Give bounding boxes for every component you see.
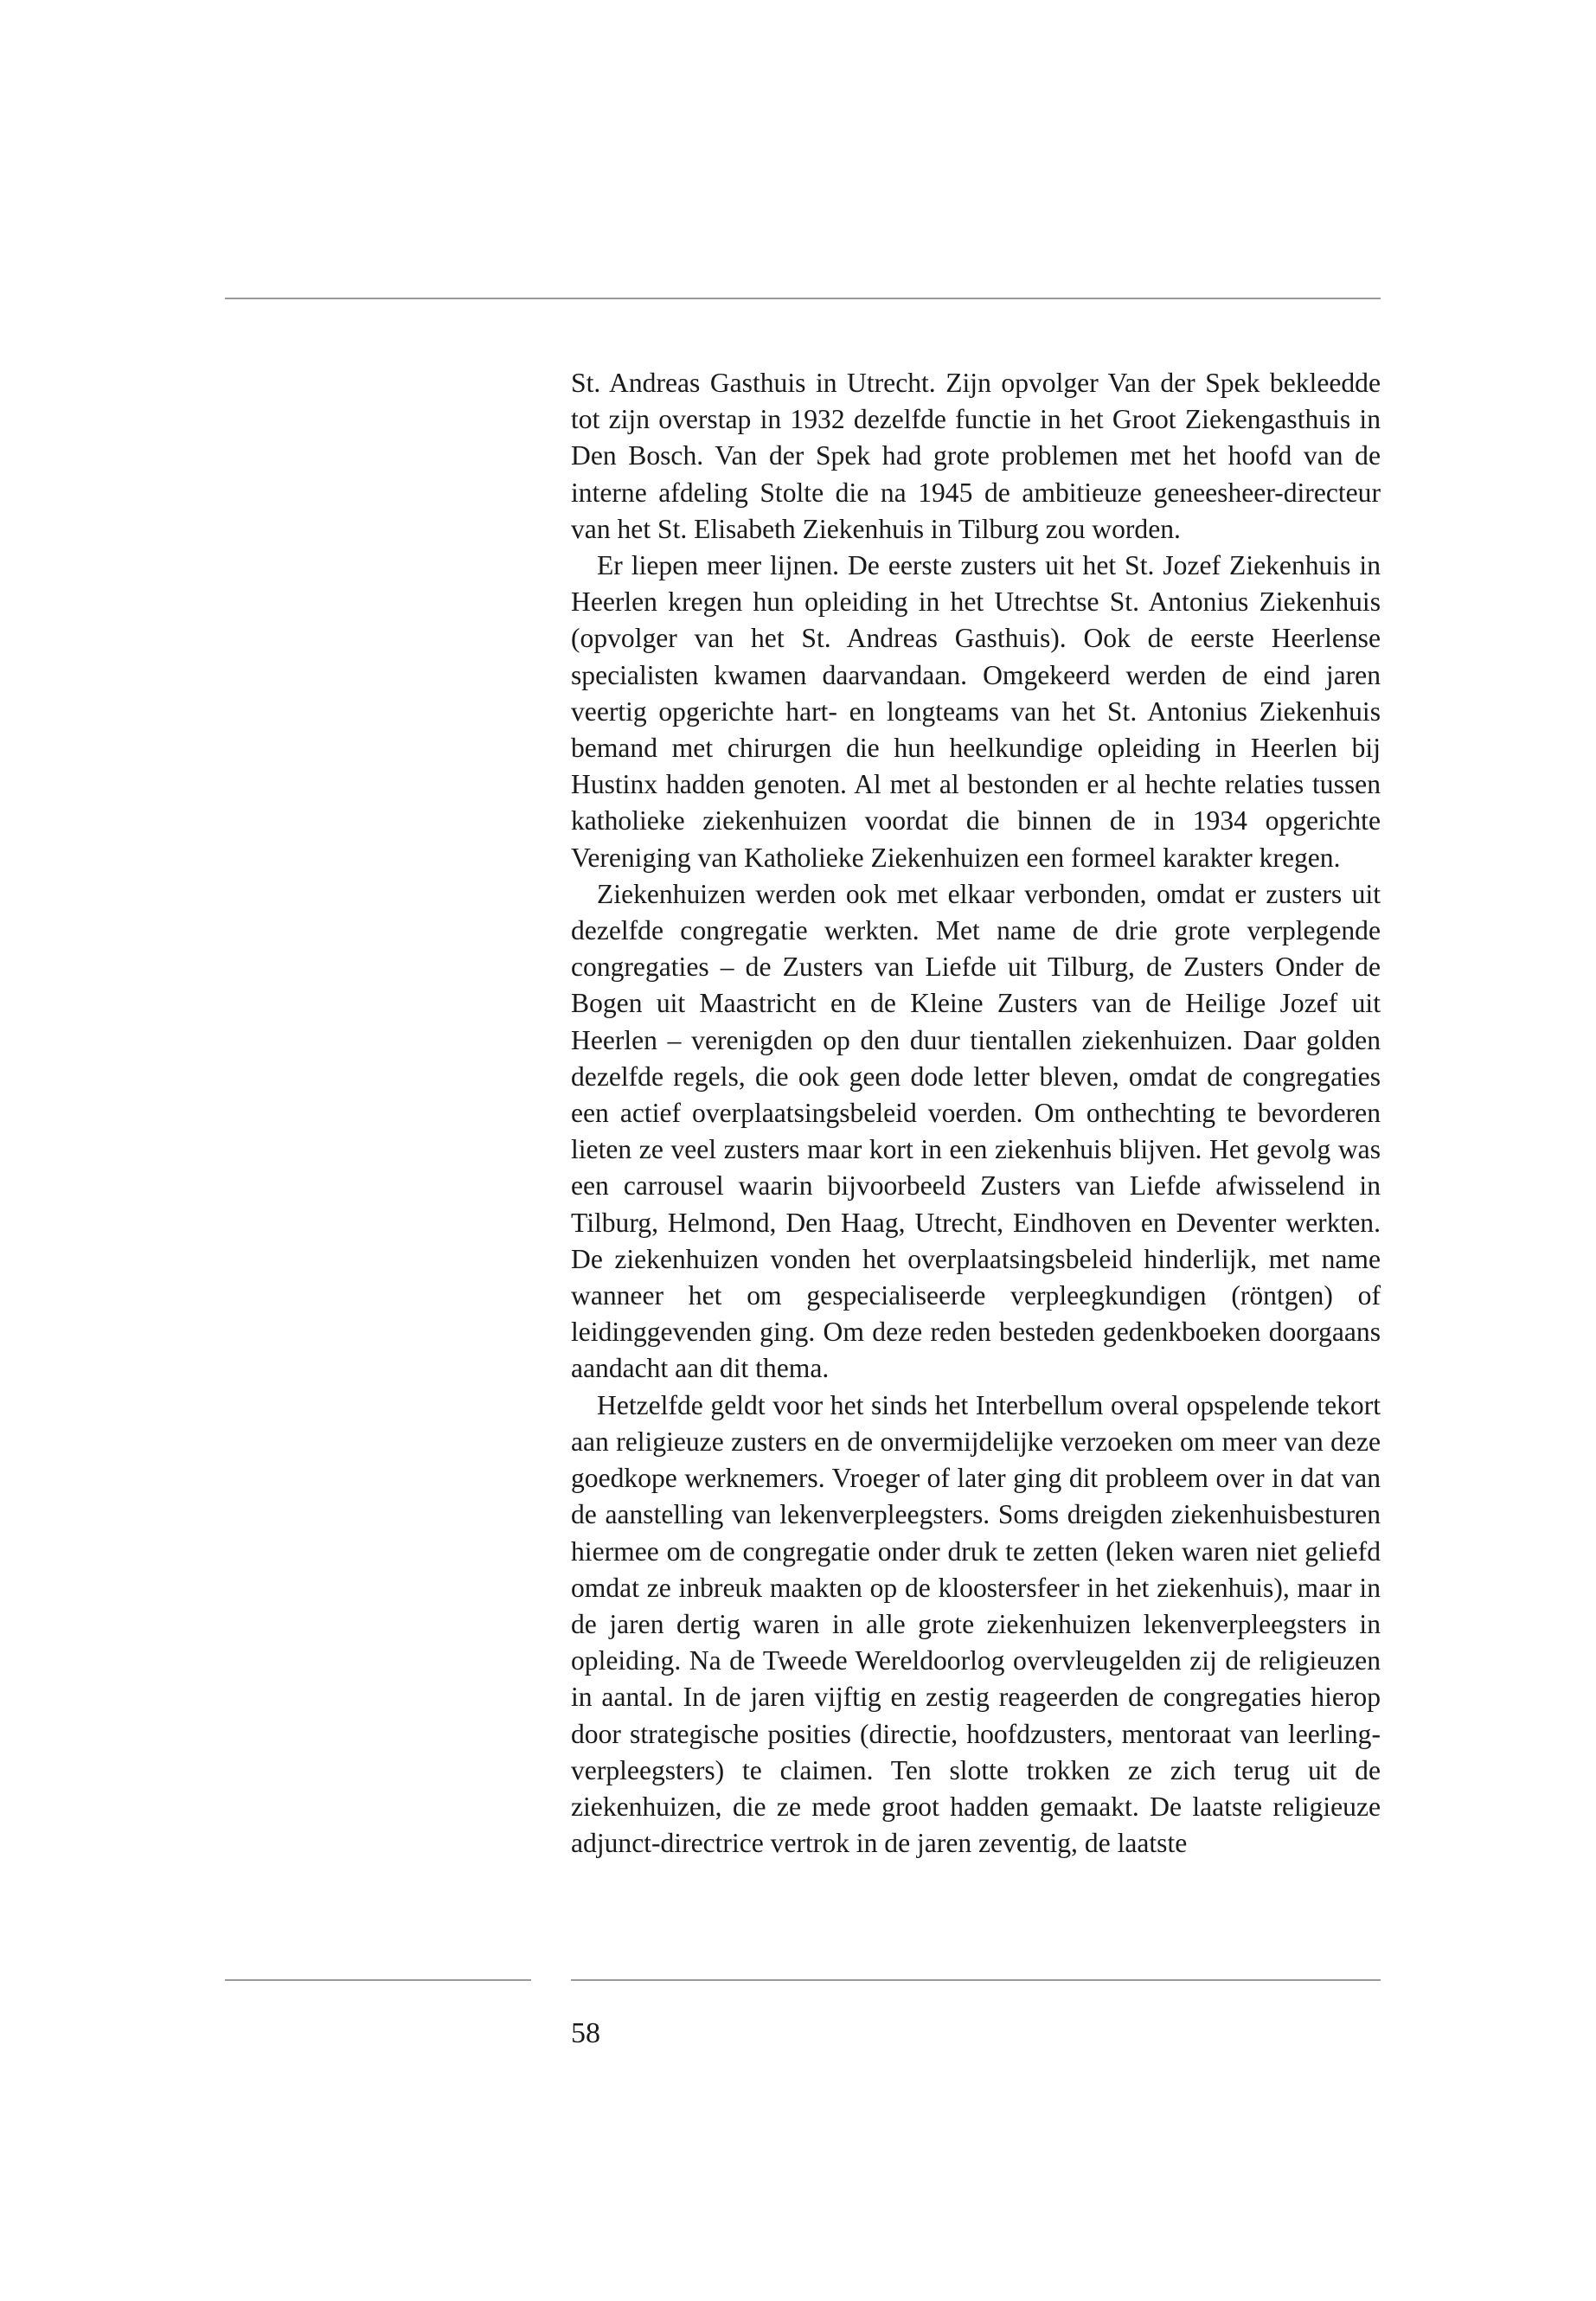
header-rule xyxy=(225,298,1381,299)
paragraph-4: Hetzelfde geldt voor het sinds het Interbellum overal opspelende tekort aan religieuze zusters en de onvermijdelijke verzoeken om meer van deze goedkope werknemers. Vroeger of later ging dit probleem over in dat van de aanstelling van lekenverpleegsters. Soms dreigden ziekenhuisbesturen hiermee om de congregatie onder druk te zetten (leken waren niet geliefd omdat ze inbreuk maakten op de kloostersfeer in het ziekenhuis), maar in de jaren dertig waren in alle grote ziekenhuizen lekenverpleegsters in opleiding. Na de Tweede Wereldoorlog overvleugelden zij de religieuzen in aantal. In de jaren vijftig en zestig reageerden de congregaties hierop door strategische posities (directie, hoofdzusters, mentoraat van leerling-verpleegsters) te claimen. Ten slotte trokken ze zich terug uit de ziekenhuizen, die ze mede groot hadden gemaakt. De laatste religieuze adjunct-directrice vertrok in de jaren zeventig, de laatste xyxy=(571,1389,1381,1859)
body-text xyxy=(571,365,1381,1862)
paragraph-2: Er liepen meer lijnen. De eerste zusters uit het St. Jozef Ziekenhuis in Heerlen kregen hun opleiding in het Utrechtse St. Antonius Ziekenhuis (opvolger van het St. Andreas Gasthuis). Ook de eerste Heerlense specialisten kwamen daarvandaan. Omgekeerd werden de eind jaren veertig opgerichte hart- en longteams van het St. Antonius Ziekenhuis bemand met chirurgen die hun heelkundige opleiding in Heerlen bij Hustinx hadden genoten. Al met al bestonden er al hechte relaties tussen katholieke ziekenhuizen voordat die binnen de in 1934 opgerichte Vereniging van Katholieke Ziekenhuizen een formeel karakter kregen. xyxy=(571,550,1381,873)
paragraph-3: Ziekenhuizen werden ook met elkaar verbonden, omdat er zusters uit dezelfde congregatie werkten. Met name de drie grote verplegende congregaties – de Zusters van Liefde uit Tilburg, de Zusters Onder de Bogen uit Maastricht en de Kleine Zusters van de Heilige Jozef uit Heerlen – verenigden op den duur tientallen ziekenhuizen. Daar golden dezelfde regels, die ook geen dode letter bleven, omdat de congregaties een actief overplaatsingsbeleid voerden. Om onthechting te bevorderen lieten ze veel zusters maar kort in een ziekenhuis blijven. Het gevolg was een carrousel waarin bijvoorbeeld Zusters van Liefde afwisselend in Tilburg, Helmond, Den Haag, Utrecht, Eindhoven en Deventer werkten. De ziekenhuizen vonden het overplaatsingsbeleid hinderlijk, met name wanneer het om gespecialiseerde verpleegkundigen (röntgen) of leidinggevenden ging. Om deze reden besteden gedenkboeken doorgaans aandacht aan dit thema. xyxy=(571,878,1381,1384)
page-number: 58 xyxy=(571,2017,600,2049)
footer-rule-right xyxy=(571,1979,1381,1981)
footer-rule-left xyxy=(225,1979,531,1981)
paragraph-1: St. Andreas Gasthuis in Utrecht. Zijn opvolger Van der Spek bekleedde tot zijn overstap in 1932 dezelfde functie in het Groot Ziekengasthuis in Den Bosch. Van der Spek had grote problemen met het hoofd van de interne afdeling Stolte die na 1945 de ambitieuze geneesheer-directeur van het St. Elisabeth Ziekenhuis in Tilburg zou worden. xyxy=(571,368,1381,544)
